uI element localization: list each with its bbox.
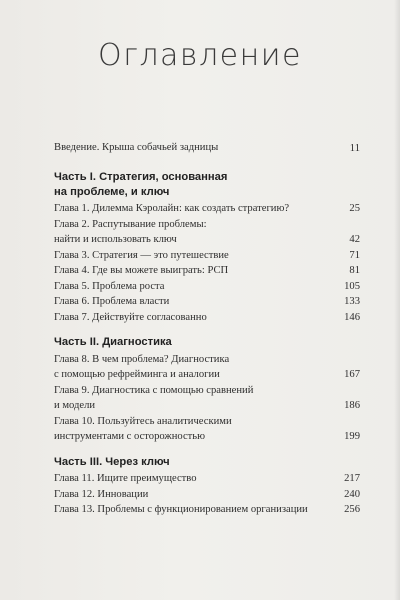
toc-entry[interactable]: Глава 1. Дилемма Кэролайн: как создать стратегию? 25	[54, 201, 360, 217]
table-of-contents	[54, 140, 360, 518]
toc-entry-page: 167	[344, 369, 360, 380]
toc-entry-page: 186	[344, 400, 360, 411]
toc-entry-intro[interactable]	[54, 140, 360, 156]
toc-entry-label: Введение. Крыша собачьей задницы	[54, 142, 219, 153]
toc-entry-page: 199	[344, 431, 360, 442]
toc-entry-page: 25	[349, 203, 360, 214]
page-title: Оглавление	[98, 38, 302, 73]
toc-entry-page: 71	[349, 249, 360, 261]
toc-entry-page: 105	[344, 280, 360, 292]
toc-entry[interactable]: Глава 7. Действуйте согласованно 146	[54, 310, 360, 326]
part-heading: Часть I. Стратегия, основанная на проблеме, и ключ	[54, 171, 228, 198]
part-heading: Часть III. Через ключ	[54, 455, 170, 468]
toc-entry-page: 240	[344, 488, 360, 500]
toc-entry[interactable]: Глава 8. В чем проблема? Диагностика с помощью рефрейминга и аналогии 167	[54, 352, 360, 383]
toc-entry-page: 217	[344, 473, 360, 484]
toc-entry[interactable]: Глава 2. Распутывание проблемы: найти и использовать ключ 42	[54, 217, 360, 248]
toc-entry[interactable]: Глава 13. Проблемы с функционированием организации 256	[54, 502, 360, 518]
toc-entry[interactable]: Глава 5. Проблема роста 105	[54, 279, 360, 295]
toc-entry[interactable]: Глава 3. Стратегия — это путешествие 71	[54, 248, 360, 264]
toc-entry-page: 81	[349, 265, 360, 276]
spacer	[54, 445, 360, 455]
toc-entry-page: 146	[344, 311, 360, 323]
toc-entry-page: 11	[349, 142, 360, 154]
toc-entry[interactable]: Глава 10. Пользуйтесь аналитическими инструментами с осторожностью 199	[54, 414, 360, 445]
toc-entry-page: 42	[349, 234, 360, 245]
spacer	[54, 325, 360, 335]
part-heading: Часть II. Диагностика	[54, 336, 172, 348]
toc-entry[interactable]: Глава 9. Диагностика с помощью сравнений и модели 186	[54, 383, 360, 414]
toc-entry[interactable]: Глава 12. Инновации 240	[54, 487, 360, 503]
toc-entry[interactable]: Глава 4. Где вы можете выиграть: РСП 81	[54, 263, 360, 279]
toc-entry-page: 133	[344, 296, 360, 307]
toc-entry[interactable]: Глава 11. Ищите преимущество 217	[54, 471, 360, 487]
toc-entry[interactable]: Глава 6. Проблема власти 133	[54, 294, 360, 310]
toc-entry-page: 256	[344, 504, 360, 515]
